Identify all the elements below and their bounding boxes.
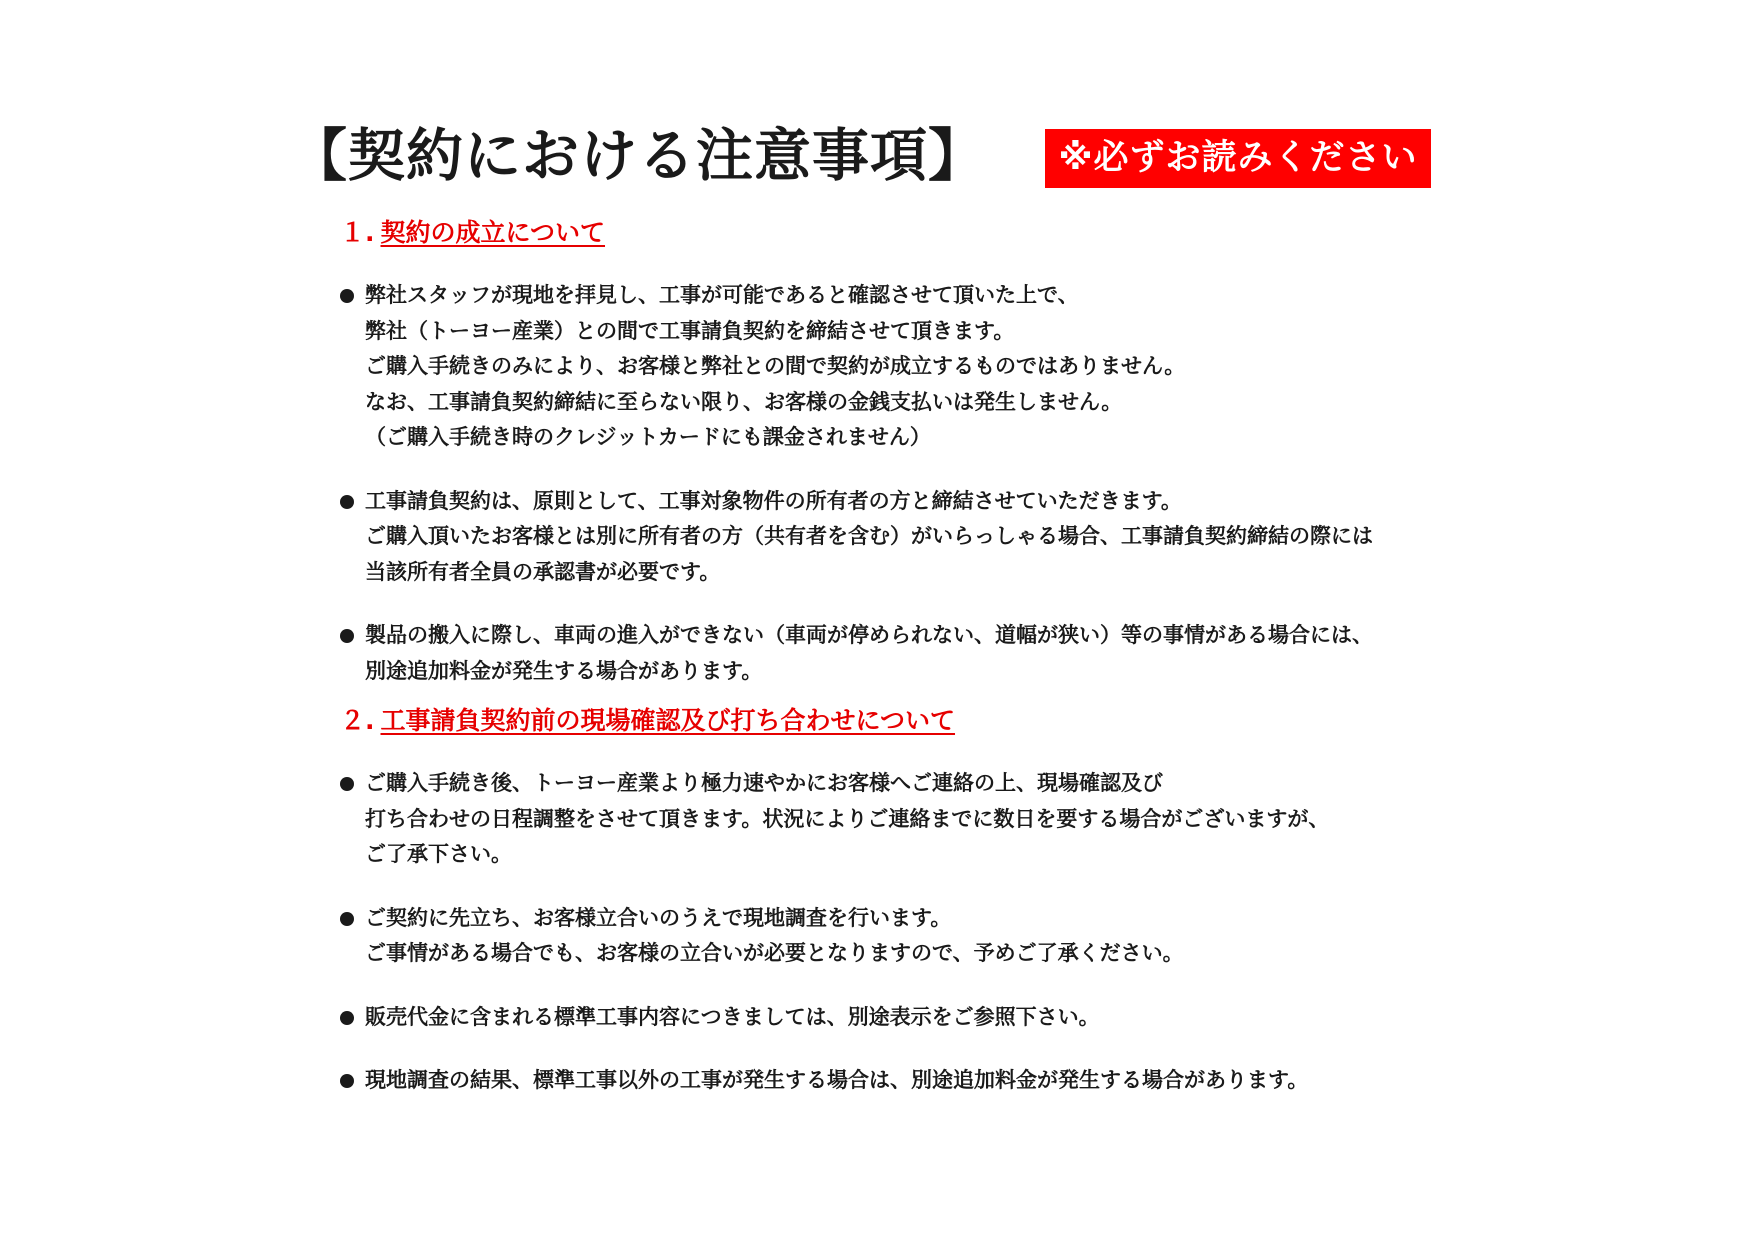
item-line: 工事請負契約は、原則として、工事対象物件の所有者の方と締結させていただきます。 (365, 488, 1182, 513)
section-number: １. (340, 218, 375, 247)
item-line: 打ち合わせの日程調整をさせて頂きます。状況によりご連絡までに数日を要する場合がございますが、 (365, 806, 1330, 831)
item-line: （ご購入手続き時のクレジットカードにも課金されません） (365, 425, 931, 449)
bullet-icon (340, 289, 354, 303)
section-heading-text: 工事請負契約前の現場確認及び打ち合わせについて (380, 706, 956, 735)
section-heading-text: 契約の成立について (380, 218, 606, 247)
section-contract-formation (340, 214, 1470, 689)
item-line: なお、工事請負契約締結に至らない限り、お客様の金銭支払いは発生しません。 (365, 389, 1123, 414)
item-line: ご購入手続き後、トーヨー産業より極力速やかにお客様へご連絡の上、現場確認及び (365, 771, 1163, 795)
page-title: 【契約における注意事項】 (290, 123, 986, 189)
bullet-icon (340, 912, 354, 926)
item-line: 販売代金に含まれる標準工事内容につきましては、別途表示をご参照下さい。 (365, 1004, 1100, 1029)
item-line: 弊社スタッフが現地を拝見し、工事が可能であると確認させて頂いた上で、 (365, 283, 1079, 307)
list-item (340, 1063, 1470, 1099)
list-item (340, 484, 1470, 591)
document-header (290, 116, 1460, 196)
list-item (340, 278, 1470, 456)
item-line: 製品の搬入に際し、車両の進入ができない（車両が停められない、道幅が狭い）等の事情がある場合には、 (365, 623, 1373, 647)
section-number: ２. (340, 706, 375, 735)
bullet-icon (340, 629, 354, 643)
bullet-icon (340, 495, 354, 509)
section-heading (340, 702, 1470, 740)
bullet-icon (340, 1011, 354, 1025)
item-line: 別途追加料金が発生する場合があります。 (365, 658, 763, 683)
item-line: ご了承下さい。 (365, 842, 512, 866)
item-line: 当該所有者全員の承認書が必要です。 (365, 559, 721, 584)
item-line: ご事情がある場合でも、お客様の立合いが必要となりますので、予めご了承ください。 (365, 941, 1184, 965)
document-body (340, 214, 1470, 1099)
list-item (340, 901, 1470, 972)
item-line: 現地調査の結果、標準工事以外の工事が発生する場合は、別途追加料金が発生する場合があります。 (365, 1068, 1309, 1092)
item-line: ご購入頂いたお客様とは別に所有者の方（共有者を含む）がいらっしゃる場合、工事請負契約締結の際には (365, 524, 1373, 548)
section-site-survey (340, 702, 1470, 1099)
notice-badge: ※必ずお読みください (1045, 129, 1431, 188)
list-item (340, 618, 1470, 689)
section-heading (340, 214, 1470, 252)
list-item (340, 1000, 1470, 1036)
bullet-icon (340, 1074, 354, 1088)
item-line: ご契約に先立ち、お客様立合いのうえで現地調査を行います。 (365, 905, 952, 930)
item-line: 弊社（トーヨー産業）との間で工事請負契約を締結させて頂きます。 (365, 318, 1015, 343)
item-line: ご購入手続きのみにより、お客様と弊社との間で契約が成立するものではありません。 (365, 354, 1186, 378)
list-item (340, 766, 1470, 873)
bullet-icon (340, 777, 354, 791)
